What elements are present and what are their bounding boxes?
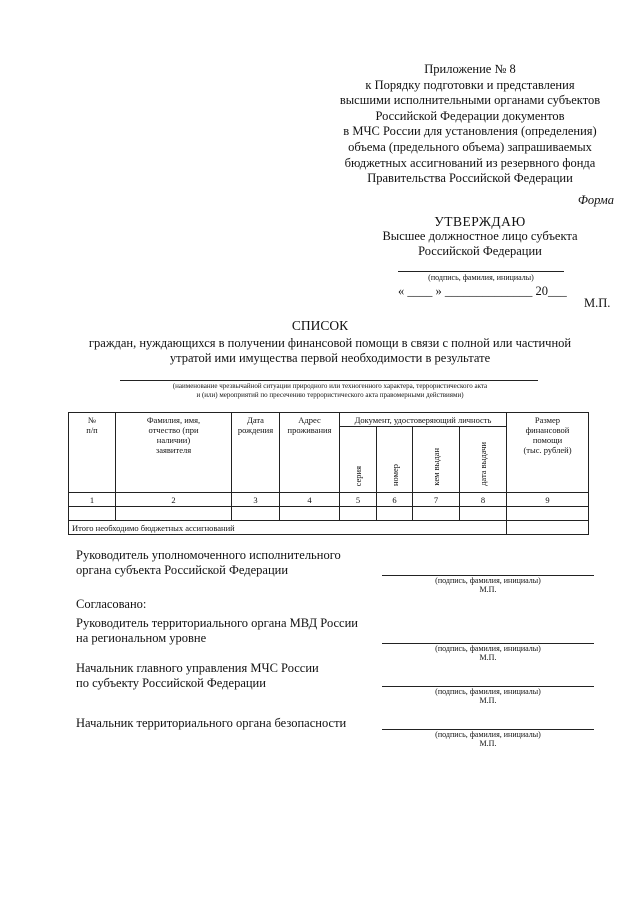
header-name-l1: Фамилия, имя,: [146, 415, 201, 425]
header-name-l2: отчество (при: [148, 425, 199, 435]
col-number: 7: [413, 493, 460, 507]
table-total-row: [69, 521, 589, 535]
header-address-l2: проживания: [287, 425, 332, 435]
col-number: 8: [460, 493, 507, 507]
header-address: [280, 413, 340, 493]
emergency-name-caption: [80, 382, 580, 400]
list-subtitle: [60, 336, 600, 366]
header-doc-series-text: серия: [353, 465, 363, 486]
header-address-l1: Адрес: [298, 415, 321, 425]
approval-title: УТВЕРЖДАЮ: [434, 214, 526, 229]
header-number-l2: п/п: [86, 425, 98, 435]
table-cell[interactable]: [377, 507, 413, 521]
total-amount-cell[interactable]: [507, 521, 589, 535]
caption-text: (подпись, фамилия, инициалы): [435, 576, 541, 585]
stamp-text: М.П.: [479, 585, 497, 594]
header-dob: [232, 413, 280, 493]
approval-date-line[interactable]: « ____ » ______________ 20___: [398, 284, 567, 298]
mvd-label-line1: Руководитель территориального органа МВД России: [76, 616, 358, 630]
header-name: [116, 413, 232, 493]
table-row[interactable]: [69, 507, 589, 521]
mvd-label-line2: на региональном уровне: [76, 631, 207, 645]
form-label: Форма: [577, 193, 614, 207]
col-number: 5: [340, 493, 377, 507]
list-subtitle-line2: утратой ими имущества первой необходимости в результате: [169, 351, 491, 365]
header-doc-issuer: [413, 427, 460, 493]
approval-official-line2: Российской Федерации: [418, 244, 542, 258]
header-dob-l1: Дата: [247, 415, 264, 425]
appendix-line: Приложение № 8: [424, 62, 516, 76]
header-amount: [507, 413, 589, 493]
appendix-line: бюджетных ассигнований из резервного фонда: [344, 155, 596, 170]
appendix-line: Российской Федерации документов: [375, 108, 565, 123]
col-number: 1: [69, 493, 116, 507]
col-number: 2: [116, 493, 232, 507]
col-number: 4: [280, 493, 340, 507]
appendix-line: в МЧС России для установления (определения): [343, 124, 597, 139]
head-signature-caption: [382, 576, 594, 594]
head-label-line2: органа субъекта Российской Федерации: [76, 563, 289, 577]
approval-stamp: М.П.: [584, 296, 611, 310]
mchs-head-label: [76, 661, 319, 691]
table-column-numbers-row: [69, 493, 589, 507]
mvd-head-label: [76, 616, 358, 646]
table-cell[interactable]: [507, 507, 589, 521]
header-doc-number-text: номер: [389, 463, 400, 486]
header-document: Документ, удостоверяющий личность: [340, 413, 507, 427]
header-name-l3: наличии): [156, 435, 191, 445]
header-dob-l2: рождения: [237, 425, 274, 435]
header-doc-series: [340, 427, 377, 493]
header-doc-number: [377, 427, 413, 493]
appendix-line: к Порядку подготовки и представления: [365, 77, 575, 92]
header-doc-date: [460, 427, 507, 493]
header-amount-l4: (тыс. рублей): [523, 445, 572, 455]
appendix-line: высшими исполнительными органами субъектов: [339, 93, 601, 108]
table-header-row: [69, 413, 589, 427]
appendix-line: Правительства Российской Федерации: [367, 171, 573, 186]
mchs-label-line1: Начальник главного управления МЧС России: [76, 661, 319, 675]
head-of-authority-label: [76, 548, 341, 578]
col-number: 3: [232, 493, 280, 507]
table-cell[interactable]: [280, 507, 340, 521]
header-name-l4: заявителя: [155, 445, 192, 455]
approval-signature-caption: (подпись, фамилия, инициалы): [428, 273, 534, 282]
caption-text: (подпись, фамилия, инициалы): [435, 687, 541, 696]
caption-text: (подпись, фамилия, инициалы): [435, 644, 541, 653]
stamp-text: М.П.: [479, 653, 497, 662]
total-label: Итого необходимо бюджетных ассигнований: [69, 521, 507, 535]
table-cell[interactable]: [69, 507, 116, 521]
mvd-signature-caption: [382, 644, 594, 662]
appendix-line: объема (предельного объема) запрашиваемых: [348, 139, 592, 154]
table-cell[interactable]: [232, 507, 280, 521]
security-signature-caption: [382, 730, 594, 748]
col-number: 9: [507, 493, 589, 507]
table-cell[interactable]: [340, 507, 377, 521]
agreed-label: Согласовано:: [76, 597, 147, 611]
approval-signature-line[interactable]: [398, 271, 564, 272]
list-title: СПИСОК: [291, 318, 349, 333]
approval-block: [360, 214, 600, 259]
approval-official-line1: Высшее должностное лицо субъекта: [382, 229, 578, 243]
caption-text: (подпись, фамилия, инициалы): [435, 730, 541, 739]
header-amount-l3: помощи: [532, 435, 563, 445]
header-amount-l2: финансовой: [525, 425, 570, 435]
appendix-header: [320, 62, 620, 187]
header-amount-l1: Размер: [534, 415, 561, 425]
table-cell[interactable]: [413, 507, 460, 521]
table-cell[interactable]: [460, 507, 507, 521]
stamp-text: М.П.: [479, 739, 497, 748]
head-label-line1: Руководитель уполномоченного исполнительного: [76, 548, 341, 562]
emergency-name-line[interactable]: [120, 380, 538, 381]
table-cell[interactable]: [116, 507, 232, 521]
mchs-label-line2: по субъекту Российской Федерации: [76, 676, 266, 690]
header-doc-issuer-text: кем выдан: [431, 448, 441, 486]
security-head-label: Начальник территориального органа безопасности: [76, 716, 347, 730]
header-number: [69, 413, 116, 493]
mchs-signature-caption: [382, 687, 594, 705]
header-number-l1: №: [87, 415, 97, 425]
stamp-text: М.П.: [479, 696, 497, 705]
citizens-table: [68, 412, 589, 535]
emergency-caption-line2: и (или) мероприятий по пресечению террористического акта правомерными действиями): [196, 391, 464, 399]
emergency-caption-line1: (наименование чрезвычайной ситуации природного или техногенного характера, террористического акта: [172, 382, 488, 390]
header-doc-date-text: дата выдачи: [478, 442, 488, 486]
list-subtitle-line1: граждан, нуждающихся в получении финансовой помощи в связи с полной или частичной: [88, 336, 572, 350]
col-number: 6: [377, 493, 413, 507]
